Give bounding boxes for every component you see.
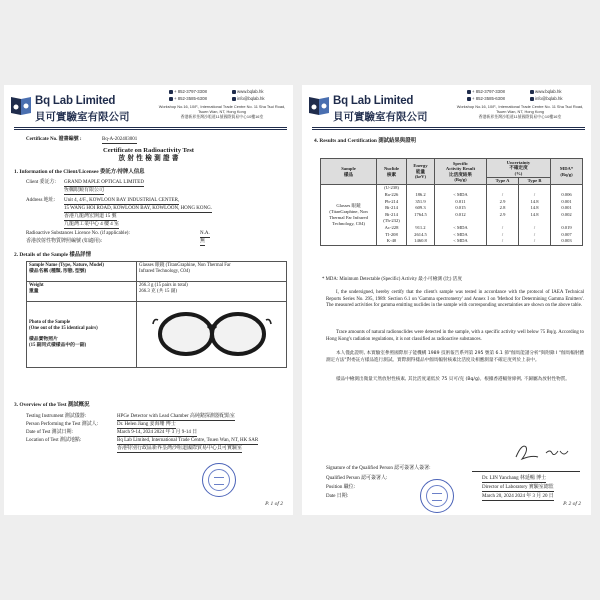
date-value: March 9-14, 2024 2024 年 3 月 9-14 日 <box>117 430 198 435</box>
certificate-page-2 <box>302 85 591 515</box>
col-activity: Specific Activity Result 比活度結果 (Bq/g) <box>435 159 487 185</box>
certificate-page-1 <box>4 85 293 515</box>
address-line-4: 九龍灣工業中心 4 樓 4 室 <box>64 222 120 227</box>
phone-icon <box>169 90 173 94</box>
col-type-a: Type A <box>487 177 519 185</box>
address-label: Address 地址: <box>26 198 56 203</box>
website-link[interactable]: www.bqlab.hk <box>530 89 562 94</box>
cert-no-value: Bq-A-202403001 <box>102 137 138 142</box>
photo-cell <box>137 302 287 368</box>
section-3-heading: 3. Overview of the Test 測試概況 <box>14 402 90 408</box>
letterhead <box>302 85 591 139</box>
client-label: Client 委託方: <box>26 180 56 185</box>
client-value-zh: 恆楓眼鏡有限公司 <box>64 188 105 193</box>
sample-cell: Glasses 眼鏡 (TitanGraphine, Non Thermal Far Infrared Technology, C04) <box>321 185 377 245</box>
table-row: Ra-226 186.2 < MDA / / 0.006 <box>321 192 583 199</box>
letterhead-address: Workshop No.16, 10/F., International Trade Centre No. 11 Sha Tsui Road, Tsuen Wan, NT, Hong Kong 香港新界荃灣沙咀道11號國際貿易中心10樓16室 <box>158 104 286 120</box>
globe-icon <box>530 90 534 94</box>
position-label: Position 職位: <box>326 485 356 490</box>
licence-value-zh: 無 <box>200 239 206 244</box>
phone-icon <box>169 97 173 101</box>
col-mda: MDA* (Bq/g) <box>551 159 583 185</box>
table-row: Pb-214 351.9 0.011 2.9 14.8 0.001 <box>321 199 583 206</box>
certification-paragraph-en-1: I, the undersigned, hereby certify that the client's sample was tested in accordance with the protocol of IAEA Technical Reports Series No. 295, 1989: Section 6.1 on 'Gamma spectrometry' and Annex I on 'Method for Determining Gamma Emitters'. The measured activities for gamma emitting nuclides in the sample with corresponding uncertainties are shown on the above table. <box>326 290 584 309</box>
table-row: Glasses 眼鏡 (TitanGraphine, Non Thermal Far Infrared Technology, C04) (U-238) <box>321 185 583 192</box>
brand-name-zh: 貝可實驗室有限公司 <box>35 111 130 123</box>
signature-mark <box>512 441 572 463</box>
certification-paragraph-en-2: Trace amounts of natural radionuclides were detected in the sample, with a specific activity well below 75 Bq/g. According to Hong Kong's radiation regulations, it is not classified as radioactive substances. <box>326 330 584 342</box>
sample-name-value-cell: Glasses 眼鏡 (TitanGraphine, Non Thermal Far Infrared Technology, C04) <box>137 262 287 282</box>
email-link[interactable]: info@bqlab.hk <box>232 96 265 101</box>
header-rule <box>312 127 585 128</box>
results-header-row <box>321 159 583 178</box>
mail-icon <box>232 97 236 101</box>
instrument-value: HPGe Detector with Lead Chamber 高純鍺探測器配鉛室 <box>117 414 235 419</box>
title-zh: 放 射 性 檢 測 證 書 <box>118 154 179 162</box>
licence-label-zh: 香港放射性物質牌照編號 (如適用): <box>26 239 102 244</box>
signature-line <box>472 471 580 472</box>
globe-icon <box>232 90 236 94</box>
weight-label-cell: Weight 重量 <box>27 282 137 302</box>
results-table <box>320 158 583 246</box>
phone-icon <box>467 90 471 94</box>
client-value-en: GRAND MAPLE OPTICAL LIMITED <box>64 180 144 185</box>
certification-paragraph-zh-2: 樣品中檢測出微量天然放射性核素, 其比活度遠低於 75 貝可/克 (Bq/g)。根據香港輻射條例, 不歸屬為放射性物質。 <box>336 377 570 382</box>
phone-icon <box>467 97 471 101</box>
sample-name-row <box>27 262 287 282</box>
instrument-label: Testing Instrument 測試儀器: <box>26 414 87 419</box>
table-row: Bi-214 609.3 0.015 2.8 14.8 0.001 <box>321 205 583 212</box>
photo-row <box>27 302 287 368</box>
sign-date-value: March 20, 2024 2024 年 3 月 20 日 <box>482 494 554 499</box>
col-uncertainty: Uncertainty 不確定度 (%) <box>487 159 551 178</box>
signature-label: Signature of the Qualified Person 認可簽署人簽署: <box>326 466 431 471</box>
letterhead <box>4 85 293 139</box>
brand-name: Bq Lab Limited <box>35 95 116 107</box>
email-link[interactable]: info@bqlab.hk <box>530 96 563 101</box>
phone-1: + 852-3797-3308 <box>169 89 207 94</box>
photo-label-cell: Photo of the Sample (One out of the 15 identical pairs) 樣品實物照片 (15 副同式樣樣品中的一副) <box>27 302 137 368</box>
section-2-heading: 2. Details of the Sample 樣品詳情 <box>14 252 91 258</box>
table-row: (Th-232) <box>321 218 583 225</box>
mail-icon <box>530 97 534 101</box>
col-nuclide: Nuclide 核素 <box>377 159 407 185</box>
phone-1: + 852-3797-3308 <box>467 89 505 94</box>
position-value: Director of Laboratory 實驗室總監 <box>482 485 554 490</box>
official-stamp-icon <box>420 479 454 513</box>
brand-name: Bq Lab Limited <box>333 95 414 107</box>
location-value-zh: 香港特別行政區新界荃灣沙咀道國際貿易中心貝可實驗室 <box>117 446 243 451</box>
bq-lab-logo-icon <box>9 93 33 117</box>
letterhead-address: Workshop No.16, 10/F., International Trade Centre No. 11 Sha Tsui Road, Tsuen Wan, NT, Hong Kong 香港新界荃灣沙咀道11號國際貿易中心10樓16室 <box>456 104 584 120</box>
table-row: K-40 1460.8 < MDA / / 0.003 <box>321 238 583 245</box>
col-sample: Sample 樣品 <box>321 159 377 185</box>
sample-details-table <box>26 261 287 368</box>
location-value-en: Bq Lab Limited, International Trade Centre, Tsuen Wan, NT, HK SAR <box>117 438 259 443</box>
col-energy: Energy 能量 (keV) <box>407 159 435 185</box>
page-number: P. 2 of 2 <box>563 501 581 507</box>
address-line-3: 香港九龍灣宏開道 15 號 <box>64 214 117 219</box>
sign-date-label: Date 日期: <box>326 494 349 499</box>
section-1-heading: 1. Information of the Client/Licensee 委託方/持牌人信息 <box>14 169 145 175</box>
person-label: Person Performing the Test 測試人: <box>26 422 99 427</box>
bq-lab-logo-icon <box>307 93 331 117</box>
mda-footnote: * MDA: Minimum Detectable (Specific) Activity 最小可檢測 (比) 活度 <box>322 277 463 282</box>
phone-2: + 852-3585-6308 <box>467 96 505 101</box>
cert-no-label: Certificate No. 證書編號 : <box>26 137 82 142</box>
phone-2: + 852-3585-6308 <box>169 96 207 101</box>
qualified-person-label: Qualified Person 認可簽署人: <box>326 476 388 481</box>
sample-name-label-cell: Sample Name (Type, Nature, Model) 樣品名稱 (種類, 形態, 型號) <box>27 262 137 282</box>
website-link[interactable]: www.bqlab.hk <box>232 89 264 94</box>
title-en: Certificate on Radioactivity Test <box>102 147 194 154</box>
table-row: Ac-228 911.2 < MDA / / 0.019 <box>321 225 583 232</box>
header-rule-thin <box>14 129 287 130</box>
weight-row <box>27 282 287 302</box>
header-rule-thin <box>312 129 585 130</box>
header-rule <box>14 127 287 128</box>
brand-name-zh: 貝可實驗室有限公司 <box>333 111 428 123</box>
col-type-b: Type B <box>519 177 551 185</box>
glasses-photo <box>152 306 272 360</box>
qualified-person-value: Dr. LIN Yanchang 林延暢 博士 <box>482 476 547 481</box>
page-number: P. 1 of 2 <box>265 501 283 507</box>
weight-value-cell: 266.3 g (15 pairs in total) 266.3 克 (共 15 副) <box>137 282 287 302</box>
licence-value: N.A. <box>200 231 210 236</box>
date-label: Date of Test 測試日期: <box>26 430 73 435</box>
table-row: Bi-214 1764.5 0.012 2.9 14.8 0.002 <box>321 212 583 219</box>
person-value: Dr. Helen Jiang 姜海珊 博士 <box>117 422 176 427</box>
location-label: Location of Test 測試地點: <box>26 438 82 443</box>
table-row: Tl-208 2614.5 < MDA / / 0.007 <box>321 232 583 239</box>
section-4-heading: 4. Results and Certification 測試結果與證明 <box>314 138 416 144</box>
official-stamp-icon <box>202 463 236 497</box>
address-line-2: 15 WANG HOI ROAD, KOWLOON BAY, KOWLOON, HONG KONG. <box>64 206 212 211</box>
licence-label: Radioactive Substances Licence No. (if applicable): <box>26 231 130 236</box>
address-line-1: Unit 4, 4/F., KOWLOON BAY INDUSTRIAL CENTER, <box>64 198 180 203</box>
certification-paragraph-zh-1: 本人僅此證明, 本實驗室參照國際原子能機構 1989 技術報告系列第 295 號第 6.1 節"伽馬能譜分析"與附錄 I "伽馬輻射體測定方法"對委託方樣品進行測試。實際測得樣品中伽馬輻射核素比活度及相應測量不確定度列於上表中。 <box>326 351 584 363</box>
